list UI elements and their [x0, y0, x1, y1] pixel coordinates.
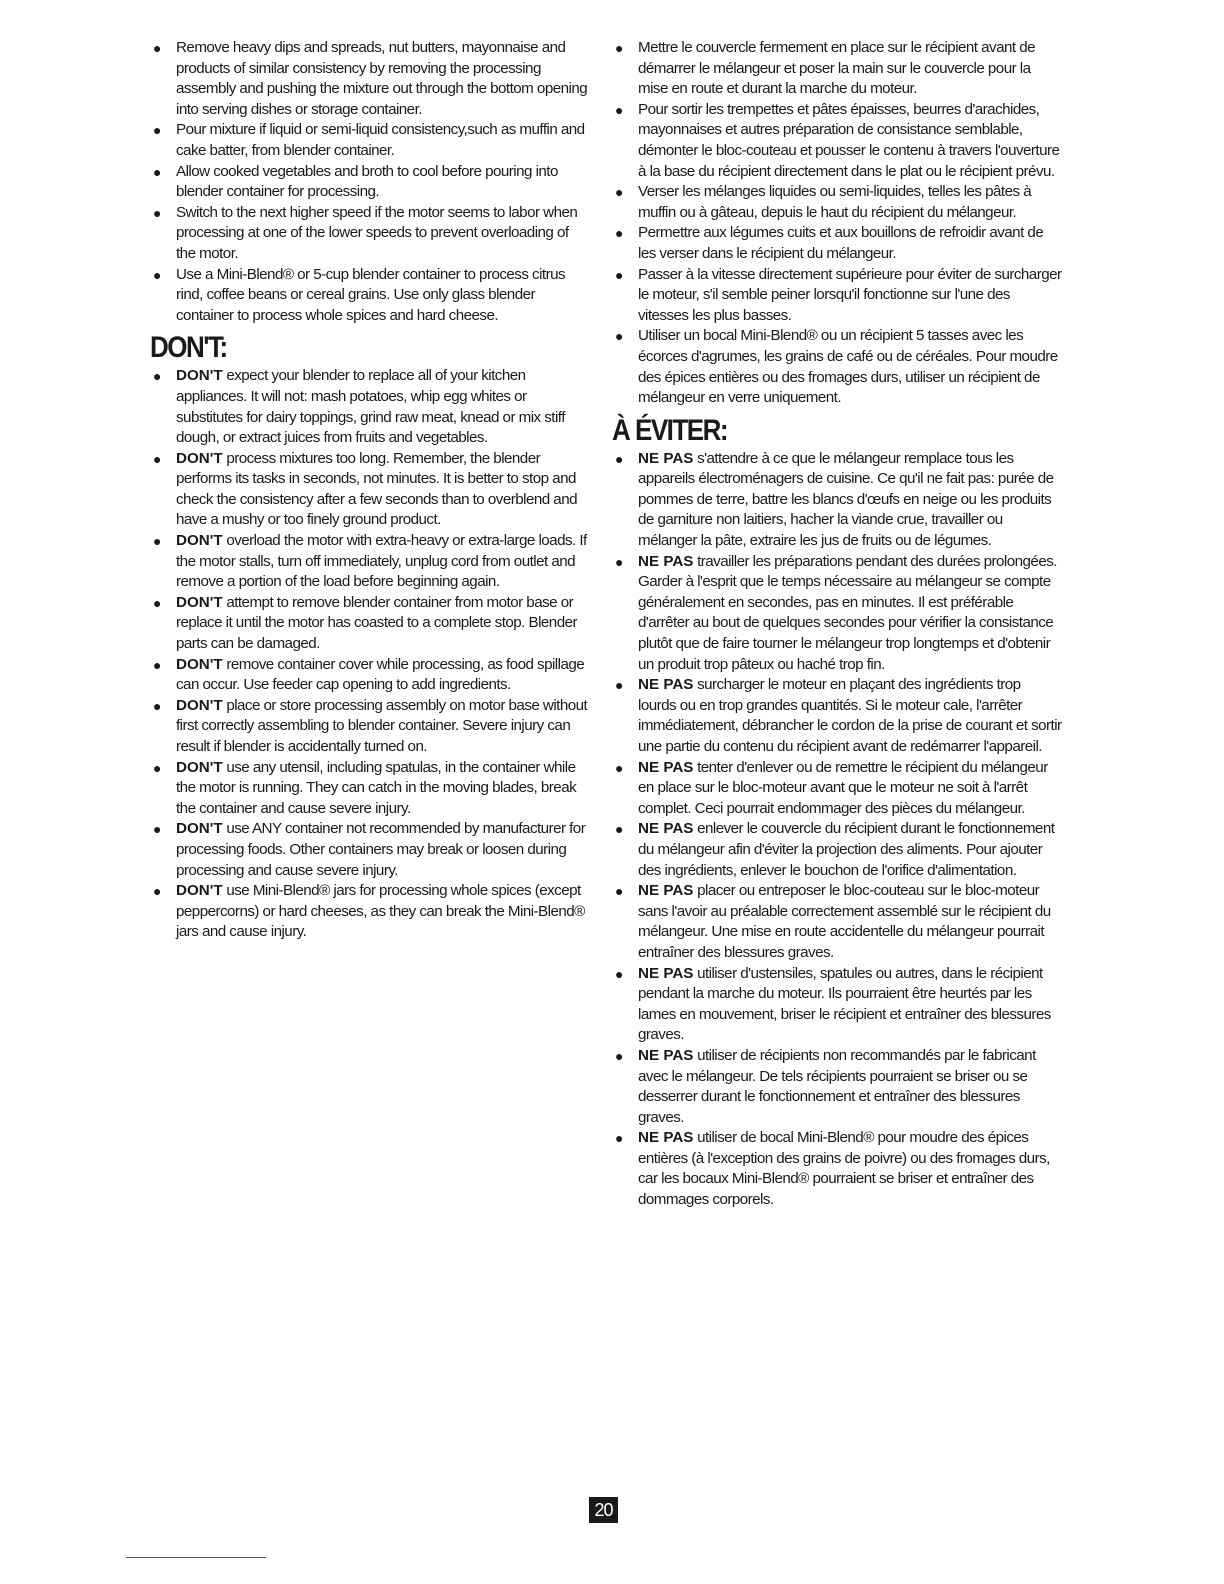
bullet-icon: ●: [153, 759, 161, 776]
bullet-icon: ●: [615, 184, 623, 201]
keyword: DON'T: [176, 655, 223, 673]
bullet-icon: ●: [615, 225, 623, 242]
bullet-icon: ●: [615, 821, 623, 838]
list-item: ● Verser les mélanges liquides ou semi-liquides, telles les pâtes à muffin ou à gâteau, depuis le haut du récipient du mélangeur.: [615, 183, 1032, 221]
keyword: NE PAS: [638, 449, 694, 467]
keyword: DON'T: [176, 449, 223, 467]
list-item: ● NE PAS enlever le couvercle du récipient durant le fonctionnement du mélangeur afin d'éviter la projection des aliments. Pour ajouter des ingrédients, enlever le bouchon de l'orifice d'alimentation.: [615, 820, 1055, 879]
list-item: ● NE PAS utiliser de bocal Mini-Blend® pour moudre des épices entières (à l'exception des grains de poivre) ou des fromages durs, car les bocaux Mini-Blend® pourraient se briser et entraîner des dommages corporels.: [615, 1129, 1050, 1209]
keyword: NE PAS: [638, 820, 694, 838]
keyword: DON'T: [176, 696, 223, 714]
bullet-icon: ●: [615, 328, 623, 345]
list-item: ● NE PAS utiliser de récipients non recommandés par le fabricant avec le mélangeur. De tels récipients pourraient se briser ou se desserrer durant le fonctionnement et entraîner des blessures graves.: [615, 1046, 1036, 1126]
list-item: ● Mettre le couvercle fermement en place sur le récipient avant de démarrer le mélangeur et poser la main sur le couvercle pour la mise en route et durant la marche du moteur.: [615, 39, 1036, 98]
list-item: ● Remove heavy dips and spreads, nut butters, mayonnaise and products of similar consistency by removing the processing assembly and pushing the mixture out through the bottom opening into serving dishes or storage container.: [153, 39, 588, 118]
english-column: [150, 38, 590, 943]
list-item: ● NE PAS surcharger le moteur en plaçant des ingrédients trop lourds ou en trop grandes quantités. Si le moteur cale, l'arrêter immédiatement, débrancher le cordon de la prise de courant et sortir une partie du contenu du récipient avant de redémarrer l'appareil.: [615, 676, 1062, 755]
bullet-icon: ●: [153, 594, 161, 611]
keyword: NE PAS: [638, 758, 694, 776]
bullet-icon: ●: [153, 368, 161, 385]
bullet-icon: ●: [153, 204, 161, 221]
bullet-icon: ●: [153, 883, 161, 900]
tips-list: [612, 38, 1062, 409]
keyword: DON'T: [176, 367, 223, 385]
keyword: NE PAS: [638, 1046, 694, 1064]
list-item: ● NE PAS placer ou entreposer le bloc-couteau sur le bloc-moteur sans l'avoir au préalable correctement assemblé sur le récipient du mélangeur. Une mise en route accidentelle du mélangeur pourrait entraîner des blessures graves.: [615, 882, 1051, 961]
bullet-icon: ●: [615, 40, 623, 56]
donts-heading: DON'T:: [150, 329, 227, 365]
bullet-icon: ●: [615, 1130, 623, 1147]
list-item: ● DON'T use Mini-Blend® jars for processing whole spices (except peppercorns) or hard cheeses, as they can break the Mini-Blend® jars and cause injury.: [153, 882, 585, 941]
bullet-icon: ●: [153, 122, 161, 139]
french-column: [612, 38, 1062, 1211]
list-item: ● Pour sortir les trempettes et pâtes épaisses, beurres d'arachides, mayonnaises et autres préparation de consistance semblable, démonter le bloc-couteau et pousser le contenu à travers l'ouverture à la base du récipient directement dans le plat ou le récipient prévu.: [615, 100, 1060, 180]
keyword: NE PAS: [638, 676, 694, 694]
keyword: NE PAS: [638, 882, 694, 900]
keyword: NE PAS: [638, 964, 694, 982]
bullet-icon: ●: [615, 266, 623, 283]
bullet-icon: ●: [615, 759, 623, 776]
list-item: ● Utiliser un bocal Mini-Blend® ou un récipient 5 tasses avec les écorces d'agrumes, les grains de café ou de céréales. Pour moudre des épices entières ou des fromages durs, utiliser un récipient de mélangeur en verre uniquement.: [615, 327, 1058, 407]
donts-list: [612, 449, 1062, 1211]
list-item: ● NE PAS travailler les préparations pendant des durées prolongées. Garder à l'esprit que le temps nécessaire au mélangeur se compte généralement en secondes, pas en minutes. Il est préférable d'arrêter au bout de quelques secondes pour vérifier la consistance plutôt que de faire tourner le mélangeur trop longtemps et d'obtenir un produit trop pâteux ou haché trop fin.: [615, 552, 1057, 673]
list-item: ● Use a Mini-Blend® or 5-cup blender container to process citrus rind, coffee beans or cereal grains. Use only glass blender container to process whole spices and hard cheese.: [153, 265, 566, 324]
list-item: ● Allow cooked vegetables and broth to cool before pouring into blender container for processing.: [153, 162, 558, 201]
bullet-icon: ●: [153, 533, 161, 550]
bullet-icon: ●: [153, 450, 161, 467]
a-eviter-heading: À ÉVITER:: [612, 412, 728, 447]
list-item: ● Pour mixture if liquid or semi-liquid consistency,such as muffin and cake batter, from blender container.: [153, 121, 585, 159]
list-item: ● NE PAS tenter d'enlever ou de remettre le récipient du mélangeur en place sur le bloc-moteur avant que le moteur ne soit à l'arrêt complet. Ceci pourrait endommager des pièces du mélangeur.: [615, 758, 1048, 817]
keyword: DON'T: [176, 532, 223, 550]
bullet-icon: ●: [153, 656, 161, 673]
bullet-icon: ●: [615, 450, 623, 467]
keyword: DON'T: [176, 593, 223, 611]
list-item: ● NE PAS utiliser d'ustensiles, spatules ou autres, dans le récipient pendant la marche du moteur. Ils pourraient être heurtés par les lames en mouvement, briser le récipient et entraîner des blessures graves.: [615, 964, 1051, 1044]
bullet-icon: ●: [153, 266, 161, 283]
bullet-icon: ●: [615, 677, 623, 694]
tips-list: [150, 38, 590, 326]
page-number: 20: [589, 1497, 618, 1523]
bullet-icon: ●: [153, 697, 161, 714]
list-item: ● DON'T use any utensil, including spatulas, in the container while the motor is running. They can catch in the moving blades, break the container and cause severe injury.: [153, 758, 577, 817]
bullet-icon: ●: [153, 40, 161, 56]
list-item: ● DON'T use ANY container not recommended by manufacturer for processing foods. Other containers may break or loosen during processing and cause severe injury.: [153, 820, 586, 879]
keyword: DON'T: [176, 882, 223, 900]
list-item: ● Passer à la vitesse directement supérieure pour éviter de surcharger le moteur, s'il semble peiner lorsqu'il fonctionne sur l'une des vitesses les plus basses.: [615, 265, 1062, 324]
footer-rule: [126, 1557, 266, 1558]
bullet-icon: ●: [615, 965, 623, 982]
list-item: ● DON'T remove container cover while processing, as food spillage can occur. Use feeder cap opening to add ingredients.: [153, 655, 585, 694]
list-item: ● Switch to the next higher speed if the motor seems to labor when processing at one of the lower speeds to prevent overloading of the motor.: [153, 203, 578, 262]
list-item: ● DON'T expect your blender to replace all of your kitchen appliances. It will not: mash potatoes, whip egg whites or substitutes for dairy toppings, grind raw meat, knead or mix stiff dough, or extract juices from fruits and vegetables.: [153, 367, 565, 447]
keyword: DON'T: [176, 820, 223, 838]
list-item: ● NE PAS s'attendre à ce que le mélangeur remplace tous les appareils électroménagers de cuisine. Ce qu'il ne fait pas: purée de pommes de terre, battre les blancs d'œufs en neige ou les produits de garniture non laitiers, hacher la viande crue, travailler ou mélanger la pâte, extraire les jus de fruits ou de légumes.: [615, 449, 1054, 550]
bullet-icon: ●: [153, 163, 161, 180]
list-item: ● DON'T attempt to remove blender container from motor base or replace it until the motor has coasted to a complete stop. Blender parts can be damaged.: [153, 593, 578, 653]
keyword: DON'T: [176, 758, 223, 776]
list-item: ● Permettre aux légumes cuits et aux bouillons de refroidir avant de les verser dans le récipient du mélangeur.: [615, 224, 1044, 262]
bullet-icon: ●: [615, 101, 623, 118]
bullet-icon: ●: [153, 821, 161, 838]
donts-list: [150, 366, 590, 943]
bullet-icon: ●: [615, 553, 623, 570]
keyword: NE PAS: [638, 1129, 694, 1147]
list-item: ● DON'T place or store processing assembly on motor base without first correctly assembling to blender container. Severe injury can result if blender is accidentally turned on.: [153, 696, 588, 755]
keyword: NE PAS: [638, 552, 694, 570]
bullet-icon: ●: [615, 1047, 623, 1064]
list-item: ● DON'T process mixtures too long. Remember, the blender performs its tasks in seconds, not minutes. It is better to stop and check the consistency after a few seconds than to overblend and have a mushy or too finely ground product.: [153, 449, 577, 529]
bullet-icon: ●: [615, 883, 623, 900]
list-item: ● DON'T overload the motor with extra-heavy or extra-large loads. If the motor stalls, turn off immediately, unplug cord from outlet and remove a portion of the load before beginning again.: [153, 532, 587, 591]
